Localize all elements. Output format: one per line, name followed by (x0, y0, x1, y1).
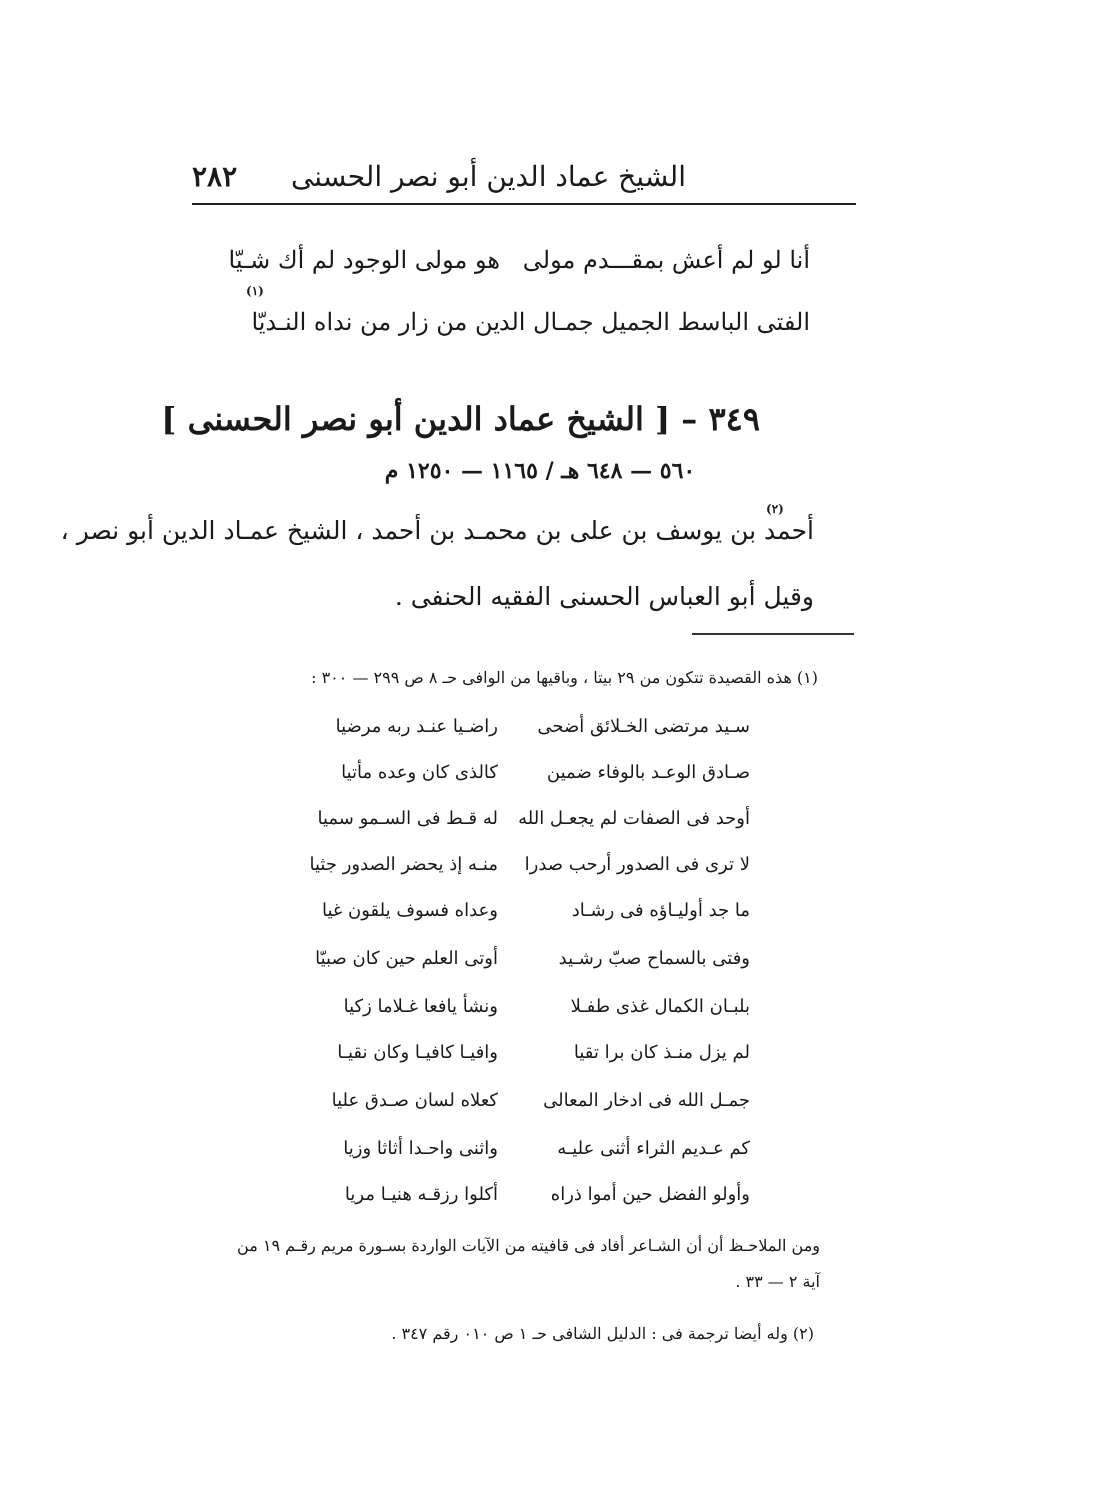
footnote-1-note-line-1: ومن الملاحـظ أن أن الشـاعر أفاد فى قافيته من الآيات الواردة بسـورة مريم رقـم ١٩ من (237, 1236, 820, 1255)
entry-heading: ٣٤٩ – [ الشيخ عماد الدين أبو نصر الحسنى ] (161, 400, 760, 438)
footnote-verse (290, 900, 750, 934)
footnote-marker-1: (١) (246, 284, 264, 298)
footnote-verse (290, 762, 750, 796)
hemistich-first: وأولو الفضل حين أموا ذراه (550, 1184, 750, 1205)
hemistich-second: وافيـا كافيـا وكان نقيـا (337, 1042, 498, 1063)
entry-text-line-1: أحمد بن يوسف بن على بن محمـد بن أحمد ، الشيخ عمـاد الدين أبو نصر ، (60, 516, 814, 545)
hemistich-second: ونشأ يافعا غـلاما زكيا (343, 996, 498, 1017)
running-header (192, 160, 856, 204)
footnote-verse (290, 1138, 750, 1172)
running-title: الشيخ عماد الدين أبو نصر الحسنى (290, 160, 686, 193)
footnote-separator (692, 633, 854, 635)
hemistich-first: ما جد أوليـاؤه فى رشـاد (571, 900, 750, 921)
hemistich-first: لم يزل منـذ كان برا تقيا (573, 1042, 750, 1063)
footnote-2: (٢) وله أيضا ترجمة فى : الدليل الشافى حـ ١ ص ٠١٠ رقم ٣٤٧ . (391, 1324, 814, 1343)
hemistich-second: كالذى كان وعده مأتيا (341, 762, 498, 783)
footnote-1-note-line-2: آية ٢ — ٣٣ . (735, 1272, 820, 1291)
hemistich-first: الفتى الباسط الجميل جمـال الد (498, 308, 810, 336)
hemistich-first: صـادق الوعـد بالوفاء ضمين (546, 762, 750, 783)
page-number: ٢٨٢ (192, 160, 238, 193)
hemistich-first: لا ترى فى الصدور أرحب صدرا (524, 854, 750, 875)
hemistich-second: أوتى العلم حين كان صبيّا (315, 948, 498, 969)
hemistich-second: هو مولى الوجود لم أك شـيّا (228, 246, 500, 274)
footnote-verse (290, 1042, 750, 1076)
hemistich-second: راضـيا عنـد ربه مرضيا (335, 716, 498, 737)
footnote-1-intro: (١) هذه القصيدة تتكون من ٢٩ بيتا ، وباقيها من الوافى حـ ٨ ص ٢٩٩ — ٣٠٠ : (311, 668, 818, 687)
footnote-verse (290, 948, 750, 982)
hemistich-second: وعداه فسوف يلقون غيا (321, 900, 498, 921)
footnote-verse (290, 996, 750, 1030)
footnote-marker-2: (٢) (766, 502, 784, 516)
hemistich-first: وفتى بالسماح صبّ رشـيد (558, 948, 750, 969)
hemistich-first: كم عـديم الثراء أثنى عليـه (557, 1138, 750, 1159)
hemistich-first: أوحد فى الصفات لم يجعـل الله (518, 808, 750, 829)
top-verse-2 (230, 308, 810, 352)
footnote-verse (290, 1184, 750, 1218)
footnote-verse (290, 1090, 750, 1124)
header-rule (192, 203, 856, 205)
footnote-verse (290, 808, 750, 842)
hemistich-second: واثنى واحـدا أثاثا وزيا (343, 1138, 498, 1159)
footnote-verse (290, 716, 750, 750)
hemistich-second: كعلاه لسان صـدق عليا (331, 1090, 498, 1111)
hemistich-first: سـيد مرتضى الخـلائق أضحى (537, 716, 750, 737)
entry-text-line-2: وقيل أبو العباس الحسنى الفقيه الحنفى . (394, 582, 814, 611)
hemistich-second: أكلوا رزقـه هنيـا مريا (344, 1184, 498, 1205)
entry-dates: ٥٦٠ — ٦٤٨ هـ / ١١٦٥ — ١٢٥٠ م (384, 458, 696, 484)
hemistich-second: له قـط فى السـمو سميا (317, 808, 498, 829)
hemistich-first: بلبـان الكمال غذى طفـلا (570, 996, 750, 1017)
top-verse-1 (230, 246, 810, 290)
hemistich-second: منـه إذ يحضر الصدور جثيا (309, 854, 498, 875)
hemistich-first: جمـل الله فى ادخار المعالى (543, 1090, 750, 1111)
footnote-verse (290, 854, 750, 888)
hemistich-second: ين من زار من نداه النـديّا (251, 308, 500, 336)
hemistich-first: أنا لو لم أعش بمقـــدم مولى (522, 246, 810, 274)
